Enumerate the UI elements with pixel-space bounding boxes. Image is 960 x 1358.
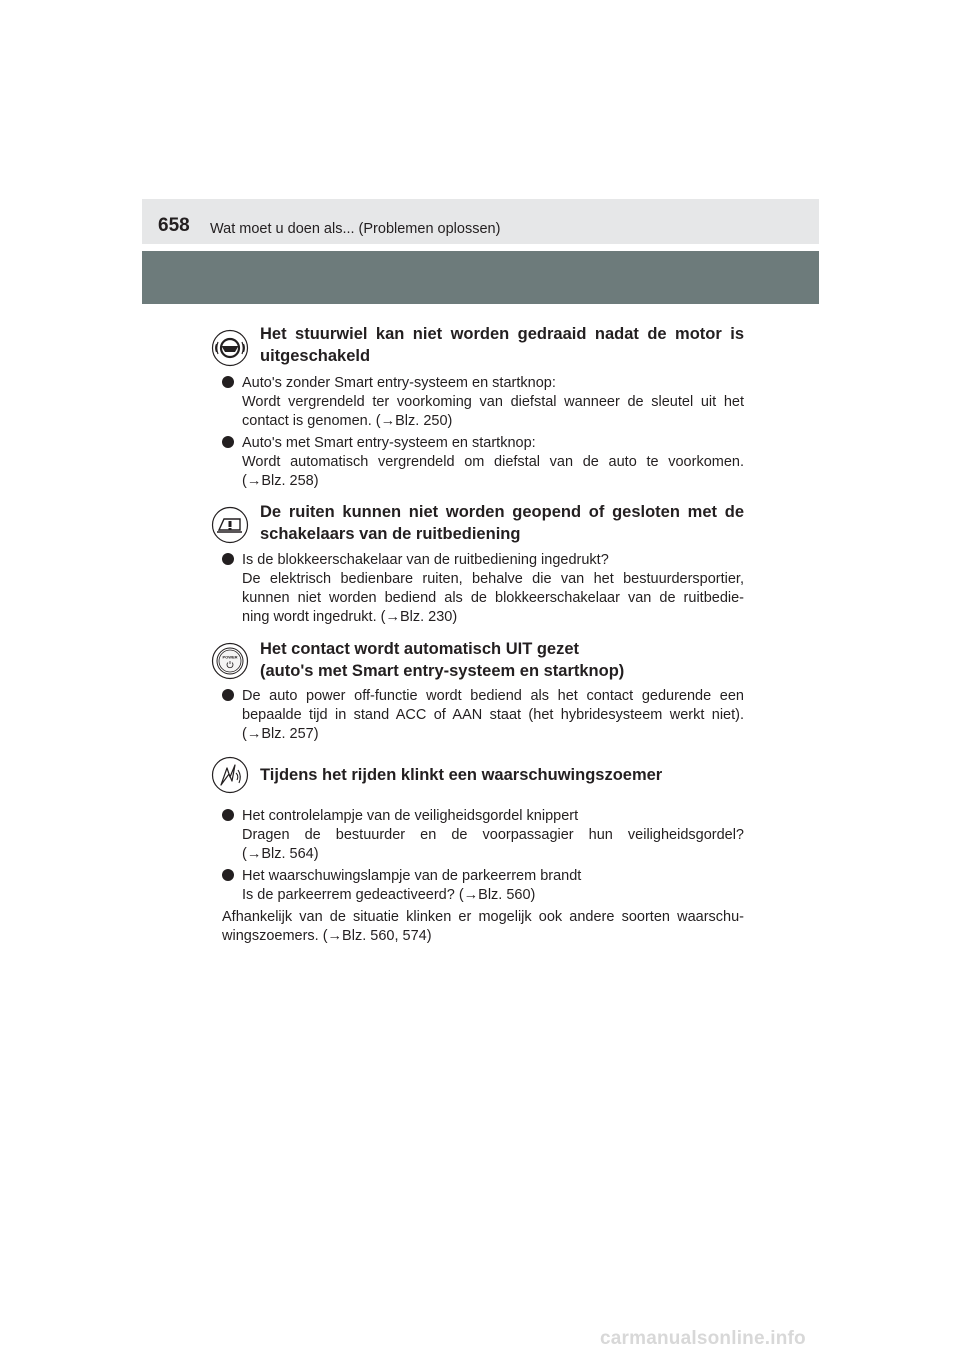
bullet-item: Auto's zonder Smart entry-systeem en startknop: Wordt vergrendeld ter voorkoming van diefstal wanneer de sleutel uit het contact is genomen. (→Blz. 250) bbox=[222, 374, 744, 431]
power-icon-label: POWER bbox=[222, 654, 238, 660]
section-title-windows: De ruiten kunnen niet worden geopend of gesloten met de schakelaars van de ruitbediening bbox=[260, 503, 744, 543]
section-title-power: Het contact wordt automatisch UIT gezet (auto's met Smart entry-systeem en startknop) bbox=[260, 640, 625, 680]
note-paragraph: Afhankelijk van de situatie klinken er mogelijk ook andere soorten waarschu- wingszoemers. (→Blz. 560, 574) bbox=[222, 909, 744, 944]
watermark: carmanualsonline.info bbox=[600, 1328, 806, 1349]
bullet-item: Auto's met Smart entry-systeem en startknop: Wordt automatisch vergrendeld om diefstal van de auto te voorkomen. (→Blz. 258) bbox=[222, 434, 744, 491]
bullet-dot bbox=[222, 689, 234, 701]
section-band bbox=[142, 251, 819, 304]
bullet-item: Is de blokkeerschakelaar van de ruitbediening ingedrukt? De elektrisch bedienbare ruiten, behalve die van het bestuurdersportier, kunnen niet worden bediend als de blokkeerschakelaar van de ruitbedie- ning wordt ingedrukt. (→Blz. 230) bbox=[222, 551, 744, 627]
chapter-title: Wat moet u doen als... (Problemen oplossen) bbox=[210, 221, 501, 237]
bullet-item: Het waarschuwingslampje van de parkeerrem brandt Is de parkeerrem gedeactiveerd? (→Blz. 560) bbox=[222, 867, 744, 905]
bullet-dot bbox=[222, 869, 234, 881]
power-button-icon bbox=[211, 642, 249, 680]
section-title-buzzer: Tijdens het rijden klinkt een waarschuwingszoemer bbox=[260, 766, 663, 784]
bullet-item: Het controlelampje van de veiligheidsgordel knippert Dragen de bestuurder en de voorpassagier hun veiligheidsgordel? (→Blz. 564) bbox=[222, 807, 744, 864]
warning-buzzer-icon bbox=[211, 756, 249, 794]
window-lock-icon bbox=[211, 506, 249, 544]
bullet-item: De auto power off-functie wordt bediend als het contact gedurende een bepaalde tijd in stand ACC of AAN staat (het hybridesysteem werkt niet). (→Blz. 257) bbox=[222, 687, 744, 744]
section-title-steering: Het stuurwiel kan niet worden gedraaid nadat de motor is uitgeschakeld bbox=[260, 325, 744, 365]
page-number: 658 bbox=[158, 215, 190, 236]
bullet-dot bbox=[222, 809, 234, 821]
bullet-dot bbox=[222, 436, 234, 448]
bullet-dot bbox=[222, 553, 234, 565]
bullet-dot bbox=[222, 376, 234, 388]
steering-lock-icon bbox=[211, 329, 249, 367]
